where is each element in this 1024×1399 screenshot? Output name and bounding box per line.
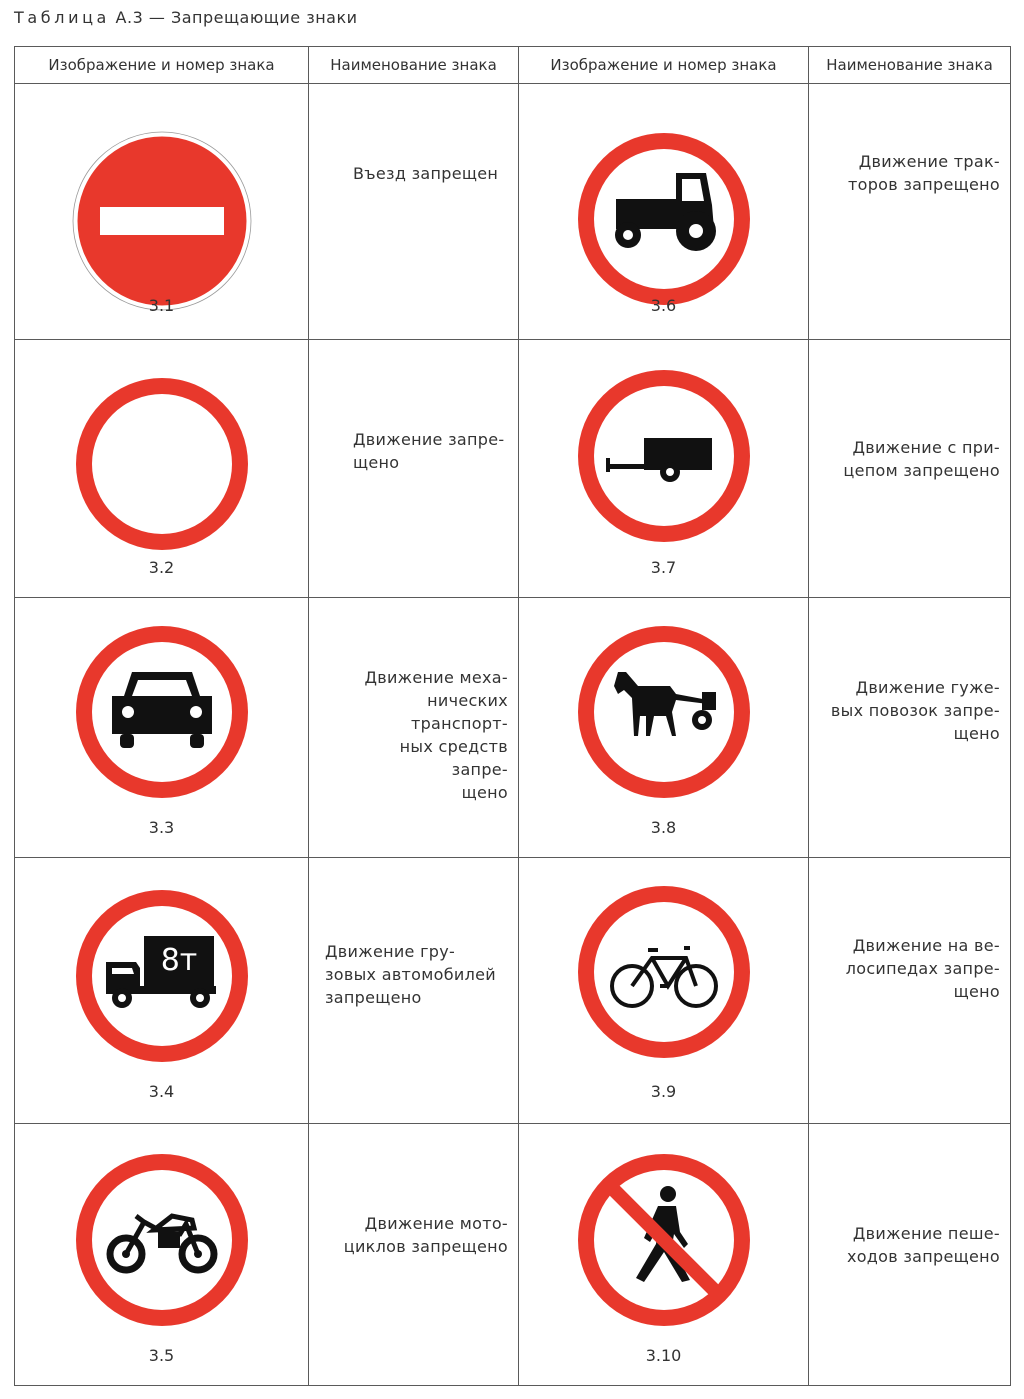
sign-name-cell: [309, 858, 519, 1124]
signs-table: [14, 46, 1011, 1386]
sign-name-cell: [809, 598, 1011, 858]
no-trailer-sign-icon: [572, 364, 756, 548]
header-image-number-left: Изображение и номер знака: [15, 47, 309, 84]
sign-name-cell: [809, 84, 1011, 340]
sign-name-cell: [309, 340, 519, 598]
sign-name-cell: [809, 858, 1011, 1124]
header-name-right: Наименование знака: [809, 47, 1011, 84]
sign-number: 3.10: [645, 1346, 682, 1365]
sign-name: Движение меха- нических транспорт- ных средств запре- щено: [364, 668, 508, 802]
no-bicycles-sign-icon: [572, 880, 756, 1064]
sign-name: Движение гуже- вых повозок запре- щено: [830, 678, 1000, 743]
no-motor-vehicles-sign-icon: [70, 620, 254, 804]
caption-prefix: Таблица: [14, 8, 110, 27]
sign-number: 3.9: [650, 1082, 677, 1101]
sign-number: 3.4: [148, 1082, 175, 1101]
sign-number: 3.7: [650, 558, 677, 577]
no-traffic-sign-icon: [70, 372, 254, 556]
table-row: [15, 1124, 1011, 1386]
sign-name: Движение на ве- лосипедах запре- щено: [845, 936, 1000, 1001]
no-motorcycles-sign-icon: [70, 1148, 254, 1332]
no-pedestrians-sign-icon: [572, 1148, 756, 1332]
no-trucks-sign-icon: [70, 884, 254, 1068]
sign-number: 3.3: [148, 818, 175, 837]
sign-name-cell: [309, 598, 519, 858]
sign-cell: [519, 1124, 809, 1386]
sign-cell: [519, 340, 809, 598]
sign-name: Въезд запрещен: [353, 164, 499, 183]
sign-name-cell: [809, 340, 1011, 598]
sign-name: Движение с при- цепом запрещено: [843, 438, 1000, 480]
sign-cell: [15, 340, 309, 598]
sign-cell: [519, 858, 809, 1124]
sign-cell: [15, 598, 309, 858]
sign-number: 3.6: [650, 296, 677, 315]
sign-cell: [15, 858, 309, 1124]
sign-cell: [15, 1124, 309, 1386]
sign-name-cell: [309, 1124, 519, 1386]
sign-name: Движение мото- циклов запрещено: [343, 1214, 508, 1256]
no-tractors-sign-icon: [572, 127, 756, 311]
table-row: [15, 598, 1011, 858]
truck-load-label: 8т: [160, 943, 197, 978]
header-name-left: Наименование знака: [309, 47, 519, 84]
sign-name: Движение гру- зовых автомобилей запрещено: [325, 942, 496, 1007]
header-image-number-right: Изображение и номер знака: [519, 47, 809, 84]
sign-name: Движение трак- торов запрещено: [847, 152, 1000, 194]
table-caption: [14, 8, 358, 27]
no-entry-sign-icon: [70, 129, 254, 313]
sign-name: Движение пеше- ходов запрещено: [846, 1224, 1000, 1266]
table-header-row: [15, 47, 1011, 84]
table-row: [15, 858, 1011, 1124]
table-row: [15, 84, 1011, 340]
sign-number: 3.1: [148, 296, 175, 315]
caption-title: А.3 — Запрещающие знаки: [109, 8, 358, 27]
table-row: [15, 340, 1011, 598]
sign-name-cell: [809, 1124, 1011, 1386]
sign-number: 3.8: [650, 818, 677, 837]
sign-cell: [519, 598, 809, 858]
sign-cell: [519, 84, 809, 340]
sign-number: 3.2: [148, 558, 175, 577]
sign-number: 3.5: [148, 1346, 175, 1365]
sign-name: Движение запре- щено: [353, 430, 505, 472]
no-horse-carts-sign-icon: [572, 620, 756, 804]
sign-name-cell: [309, 84, 519, 340]
sign-cell: [15, 84, 309, 340]
